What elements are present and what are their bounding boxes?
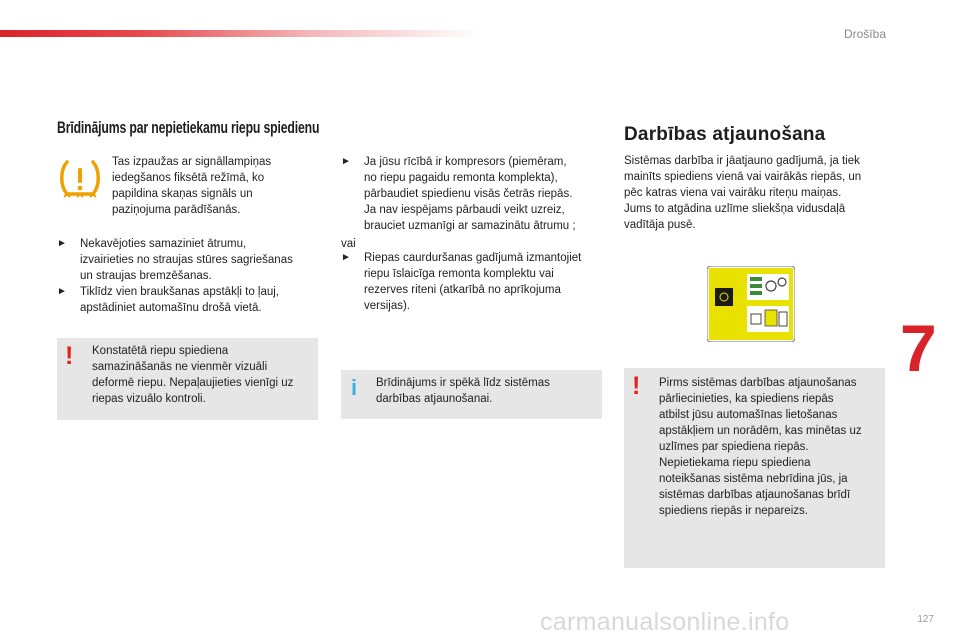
note-line: noteikšanas sistēma nebrīdina jūs, ja xyxy=(659,473,848,485)
bullet-marker-icon: ► xyxy=(57,286,67,297)
intro-text xyxy=(112,154,271,218)
warning-note-right xyxy=(624,368,885,568)
bullet-line: Tiklīdz vien braukšanas apstākļi to ļauj, xyxy=(80,286,280,298)
bullet-line: Ja jūsu rīcībā ir kompresors (piemēram, xyxy=(364,156,567,168)
right-heading: Darbības atjaunošana xyxy=(624,124,826,145)
note-line: Pirms sistēmas darbības atjaunošanas xyxy=(659,377,857,389)
intro-line: paziņojuma parādīšanās. xyxy=(112,204,241,216)
bullet-marker-icon: ► xyxy=(341,156,351,167)
note-line: atbilst jūsu automašīnas lietošanas xyxy=(659,409,838,421)
right-body-text xyxy=(624,153,861,233)
note-line: apstākļiem un norādēm, kas minētas uz xyxy=(659,425,862,437)
or-text: vai xyxy=(341,238,356,250)
note-line: Brīdinājums ir spēkā līdz sistēmas xyxy=(376,377,550,389)
info-icon: i xyxy=(351,375,358,400)
list-item xyxy=(57,284,327,316)
bullet-marker-icon: ► xyxy=(57,238,67,249)
body-line: pēc katras viena vai vairāku riteņu maiņas. xyxy=(624,187,842,199)
threshold-label-image xyxy=(707,266,795,342)
left-heading: Brīdinājums par nepietiekamu riepu spiedienu xyxy=(57,118,320,137)
note-line: Konstatētā riepu spiediena xyxy=(92,345,229,357)
watermark: carmanualsonline.info xyxy=(540,608,790,636)
exclamation-icon: ! xyxy=(632,372,641,400)
warning-note-left xyxy=(57,338,318,420)
exclamation-icon: ! xyxy=(65,342,74,370)
intro-line: Tas izpaužas ar signāllampiņas xyxy=(112,156,272,168)
note-line: uzlīmes par spiediena riepās. xyxy=(659,441,809,453)
bullet-line: un straujas bremzēšanas. xyxy=(80,270,212,282)
list-item xyxy=(341,154,606,234)
bullet-line: rezerves riteni (atkarībā no aprīkojuma xyxy=(364,284,561,296)
top-accent-bar xyxy=(0,30,480,37)
chapter-number: 7 xyxy=(900,311,937,385)
list-item xyxy=(341,250,606,314)
body-line: Sistēmas darbība ir jāatjauno gadījumā, ja tiek xyxy=(624,155,860,167)
note-line: Nepietiekama riepu spiediena xyxy=(659,457,811,469)
note-line: samazināšanās ne vienmēr vizuāli xyxy=(92,361,268,373)
bullet-line: Ja nav iespējams pārbaudi veikt uzreiz, xyxy=(364,204,565,216)
page-number: 127 xyxy=(917,614,934,625)
tire-pressure-warning-icon xyxy=(58,160,102,200)
bullet-line: pārbaudiet spiedienu visās četrās riepās. xyxy=(364,188,573,200)
intro-line: iedegšanos fiksētā režīmā, ko xyxy=(112,172,265,184)
body-line: mainīts spiediens vienā vai vairākās riepās, un xyxy=(624,171,862,183)
list-item xyxy=(57,236,327,284)
info-note xyxy=(341,370,602,419)
note-line: darbības atjaunošanai. xyxy=(376,393,493,405)
bullet-line: apstādiniet automašīnu drošā vietā. xyxy=(80,302,262,314)
bullet-marker-icon: ► xyxy=(341,252,351,263)
intro-line: papildina skaņas signāls un xyxy=(112,188,253,200)
section-name: Drošība xyxy=(843,27,886,41)
bullet-line: brauciet uzmanīgi ar samazinātu ātrumu ; xyxy=(364,220,576,232)
bullet-line: riepu īslaicīga remonta komplektu vai xyxy=(364,268,554,280)
body-line: vadītāja pusē. xyxy=(624,219,696,231)
bullet-line: izvairieties no straujas stūres sagriešanas xyxy=(80,254,293,266)
bullet-line: versijas). xyxy=(364,300,411,312)
body-line: Jums to atgādina uzlīme sliekšņa vidusdaļā xyxy=(624,203,846,215)
bullet-line: no riepu pagaidu remonta komplekta), xyxy=(364,172,558,184)
note-line: deformē riepu. Nepaļaujieties vienīgi uz xyxy=(92,377,294,389)
note-line: sistēmas darbības atjaunošanas brīdī xyxy=(659,489,851,501)
bullet-line: Nekavējoties samaziniet ātrumu, xyxy=(80,238,247,250)
bullet-line: Riepas caurduršanas gadījumā izmantojiet xyxy=(364,252,582,264)
note-line: spiediens riepās ir nepareizs. xyxy=(659,505,808,517)
note-line: pārliecinieties, ka spiediens riepās xyxy=(659,393,834,405)
note-line: riepas vizuālo kontroli. xyxy=(92,393,206,405)
